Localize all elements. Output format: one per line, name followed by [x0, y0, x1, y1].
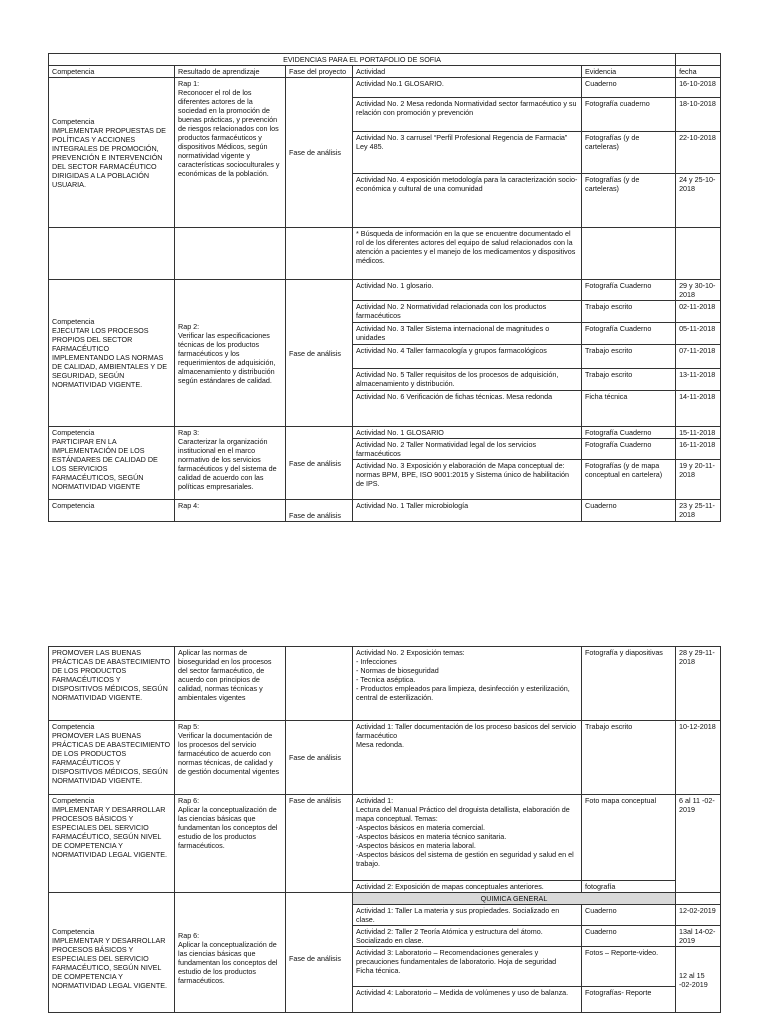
- fecha-cell: 05-11-2018: [676, 323, 721, 345]
- fase-cell: Fase de análisis: [286, 905, 353, 1013]
- actividad-cell: Actividad No.1 GLOSARIO.: [353, 78, 582, 98]
- rap-cell: Rap 3: Caracterizar la organización institucional en el marco normativo de los servicios farmacéuticos y del sistema de calidad de acuerdo con las políticas empresariales.: [175, 427, 286, 500]
- evidencia-cell: Fotografía Cuaderno: [582, 280, 676, 301]
- evidencia-cell: fotografía: [582, 881, 676, 893]
- fecha-cell: 10-12-2018: [676, 721, 721, 795]
- fecha-cell: 15-11-2018: [676, 427, 721, 439]
- evidencia-cell: Trabajo escrito: [582, 721, 676, 795]
- fecha-cell: 29 y 30-10-2018: [676, 280, 721, 301]
- fecha-cell: 16-11-2018: [676, 439, 721, 460]
- competencia-cell: Competencia EJECUTAR LOS PROCESOS PROPIOS DEL SECTOR FARMACÉUTICO IMPLEMENTANDO LAS NORMAS DE CALIDAD, AMBIENTALES Y DE SEGURIDAD, SEGÚN NORMATIVIDAD VIGENTE.: [49, 280, 175, 427]
- table-row: [49, 647, 721, 721]
- evidencia-cell: Cuaderno: [582, 500, 676, 522]
- fase-cell: [286, 647, 353, 721]
- header-fecha: fecha: [676, 66, 721, 78]
- fecha-cell: 13-11-2018: [676, 369, 721, 391]
- competencia-cell: Competencia IMPLEMENTAR PROPUESTAS DE POLÍTICAS Y ACCIONES INTEGRALES DE PROMOCIÓN, PREVENCIÓN E INTERVENCIÓN DEL SECTOR FARMACÉUTICO DIRIGIDAS A LA POBLACIÓN USUARIA.: [49, 78, 175, 228]
- header-fase: Fase del proyecto: [286, 66, 353, 78]
- header-resultado: Resultado de aprendizaje: [175, 66, 286, 78]
- actividad-cell: Actividad No. 2 Normatividad relacionada con los productos farmacéuticos: [353, 301, 582, 323]
- rap-cell: Rap 6: Aplicar la conceptualización de las ciencias básicas que fundamentan los conceptos del estudio de los productos farmacéuticos.: [175, 905, 286, 1013]
- rap-cell: Rap 2: Verificar las especificaciones técnicas de los productos farmacéuticos y los requerimientos de adquisición, almacenamiento y distribución según estándares de calidad.: [175, 280, 286, 427]
- header-row: [49, 66, 721, 78]
- evidencia-cell: Trabajo escrito: [582, 369, 676, 391]
- section-heading-row: [49, 893, 721, 905]
- table-row: [49, 500, 721, 522]
- competencia-cell: Competencia PROMOVER LAS BUENAS PRÁCTICAS DE ABASTECIMIENTO DE LOS PRODUCTOS FARMACÉUTICOS Y DISPOSITIVOS MÉDICOS, SEGÚN NORMATIVIDAD VIGENTE.: [49, 721, 175, 795]
- competencia-cell: PROMOVER LAS BUENAS PRÁCTICAS DE ABASTECIMIENTO DE LOS PRODUCTOS FARMACÉUTICOS Y DISPOSITIVOS MÉDICOS, SEGÚN NORMATIVIDAD VIGENTE.: [49, 647, 175, 721]
- evidencia-cell: Fotografías- Reporte: [582, 987, 676, 1013]
- actividad-cell: Actividad No. 3 Taller Sistema internacional de magnitudes o unidades: [353, 323, 582, 345]
- actividad-cell: Actividad No. 3 Exposición y elaboración de Mapa conceptual de: normas BPM, BPE, ISO 9001:2015 y Sistema único de habilitación de IPS.: [353, 460, 582, 500]
- fecha-cell: 12 al 15 -02-2019: [676, 947, 721, 1013]
- actividad-cell: Actividad No. 4 exposición metodología para la caracterización socio-económica y cultural de una comunidad: [353, 174, 582, 228]
- actividad-cell: Actividad No. 4 Taller farmacología y grupos farmacológicos: [353, 345, 582, 369]
- fecha-cell: 6 al 11 -02-2019: [676, 795, 721, 893]
- table-row: [49, 795, 721, 881]
- fecha-cell: 16-10-2018: [676, 78, 721, 98]
- evidencia-cell: Fotografía Cuaderno: [582, 427, 676, 439]
- header-actividad: Actividad: [353, 66, 582, 78]
- competencia-cell: Competencia: [49, 500, 175, 522]
- actividad-cell: Actividad 2: Taller 2 Teoría Atómica y estructura del átomo. Socializado en clase.: [353, 926, 582, 947]
- evidencia-cell: Foto mapa conceptual: [582, 795, 676, 881]
- fecha-cell: 12-02-2019: [676, 905, 721, 926]
- evidencia-cell: Ficha técnica: [582, 391, 676, 427]
- evidencia-cell: Fotografías (y de carteleras): [582, 132, 676, 174]
- actividad-cell: Actividad No. 5 Taller requisitos de los procesos de adquisición, almacenamiento y distribución.: [353, 369, 582, 391]
- table-row: [49, 905, 721, 926]
- rap-cell: Rap 4:: [175, 500, 286, 522]
- fase-cell: Fase de análisis: [286, 427, 353, 500]
- evidencia-cell: Cuaderno: [582, 905, 676, 926]
- evidencia-cell: Fotografía Cuaderno: [582, 323, 676, 345]
- fecha-cell: 23 y 25-11-2018: [676, 500, 721, 522]
- actividad-cell: Actividad 1: Taller documentación de los proceso basicos del servicio farmacéutico Mesa redonda.: [353, 721, 582, 795]
- fecha-cell: 28 y 29-11-2018: [676, 647, 721, 721]
- competencia-cell: Competencia PARTICIPAR EN LA IMPLEMENTACIÓN DE LOS ESTÁNDARES DE CALIDAD DE LOS SERVICIOS FARMACÉUTICOS, SEGÚN NORMATIVIDAD VIGENTE: [49, 427, 175, 500]
- evidencia-cell: Cuaderno: [582, 78, 676, 98]
- evidencia-cell: Fotografías (y de mapa conceptual en cartelera): [582, 460, 676, 500]
- rap-cell: Aplicar las normas de bioseguridad en los procesos del sector farmacéutico, de acuerdo con principios de calidad, normas técnicas y ambientales vigentes: [175, 647, 286, 721]
- header-competencia: Competencia: [49, 66, 175, 78]
- actividad-cell: Actividad No. 6 Verificación de fichas técnicas. Mesa redonda: [353, 391, 582, 427]
- actividad-cell: Actividad No. 1 Taller microbiología: [353, 500, 582, 522]
- rap-cell: Rap 1: Reconocer el rol de los diferentes actores de la sociedad en la promoción de buenas prácticas, y prevención de riesgos relacionados con los productos farmacéuticos y dispositivos Médicos, según normatividad vigente y características socioculturales y económicas de la población.: [175, 78, 286, 228]
- fecha-cell: 13al 14-02-2019: [676, 926, 721, 947]
- evidence-table-page2: [48, 646, 721, 1013]
- fecha-cell: 14-11-2018: [676, 391, 721, 427]
- actividad-cell: Actividad No. 2 Mesa redonda Normatividad sector farmacéutico y su relación con promoción y prevención: [353, 98, 582, 132]
- rap-cell: Rap 6: Aplicar la conceptualización de las ciencias básicas que fundamentan los conceptos del estudio de los productos farmacéuticos.: [175, 795, 286, 893]
- actividad-cell: Actividad 1: Taller La materia y sus propiedades. Socializado en clase.: [353, 905, 582, 926]
- table-row: [49, 228, 721, 280]
- fecha-cell: 22-10-2018: [676, 132, 721, 174]
- fecha-cell: 18-10-2018: [676, 98, 721, 132]
- note-cell: * Búsqueda de información en la que se encuentre documentado el rol de los diferentes actores del equipo de salud relacionados con la atención a pacientes y el manejo de los medicamentos y dispositivos médicos.: [353, 228, 582, 280]
- fase-cell: Fase de análisis: [286, 280, 353, 427]
- fase-cell: Fase de análisis: [286, 500, 353, 522]
- rap-cell: Rap 5: Verificar la documentación de los procesos del servicio farmacéutico de acuerdo con normas técnicas, de calidad y de gestión documental vigentes: [175, 721, 286, 795]
- actividad-cell: Actividad 2: Exposición de mapas conceptuales anteriores.: [353, 881, 582, 893]
- table-row: [49, 721, 721, 795]
- section-heading-quimica: QUIMICA GENERAL: [353, 893, 676, 905]
- evidencia-cell: Fotografía Cuaderno: [582, 439, 676, 460]
- fecha-cell: 19 y 20-11-2018: [676, 460, 721, 500]
- actividad-cell: Actividad 4: Laboratorio – Medida de volúmenes y uso de balanza.: [353, 987, 582, 1013]
- evidencia-cell: Fotografía cuaderno: [582, 98, 676, 132]
- fase-cell: Fase de análisis: [286, 795, 353, 893]
- evidence-table-page1: [48, 53, 721, 522]
- actividad-cell: Actividad No. 2 Exposición temas: - Infecciones - Normas de bioseguridad - Tecnica aséptica. - Productos empleados para limpieza, desinfección y esterilización, central de esterilización.: [353, 647, 582, 721]
- actividad-cell: Actividad 1: Lectura del Manual Práctico del droguista detallista, elaboración de mapa conceptual. Temas: -Aspectos básicos en materia comercial. -Aspectos básicos en materia técnico sanitaria. -Aspectos básicos en materia laboral. -Aspectos básicos del sistema de gestión en seguridad y salud en el trabajo.: [353, 795, 582, 881]
- evidencia-cell: Trabajo escrito: [582, 345, 676, 369]
- fecha-cell: 07-11-2018: [676, 345, 721, 369]
- fecha-cell: 02-11-2018: [676, 301, 721, 323]
- competencia-cell: Competencia IMPLEMENTAR Y DESARROLLAR PROCESOS BÁSICOS Y ESPECIALES DEL SERVICIO FARMACÉUTICO, SEGÚN NIVEL DE COMPETENCIA Y NORMATIVIDAD LEGAL VIGENTE.: [49, 795, 175, 893]
- actividad-cell: Actividad No. 2 Taller Normatividad legal de los servicios farmacéuticos: [353, 439, 582, 460]
- table-row: [49, 427, 721, 439]
- table-row: [49, 280, 721, 301]
- fase-cell: Fase de análisis: [286, 78, 353, 228]
- evidencia-cell: Cuaderno: [582, 926, 676, 947]
- actividad-cell: Actividad 3: Laboratorio – Recomendaciones generales y precauciones fundamentales de laboratorio. Hoja de seguridad Ficha técnica.: [353, 947, 582, 987]
- evidencia-cell: Trabajo escrito: [582, 301, 676, 323]
- table-title: EVIDENCIAS PARA EL PORTAFOLIO DE SOFIA: [49, 54, 676, 66]
- competencia-cell: Competencia IMPLEMENTAR Y DESARROLLAR PROCESOS BÁSICOS Y ESPECIALES DEL SERVICIO FARMACÉUTICO, SEGÚN NIVEL DE COMPETENCIA Y NORMATIVIDAD LEGAL VIGENTE.: [49, 905, 175, 1013]
- table-row: [49, 78, 721, 98]
- fase-cell: Fase de análisis: [286, 721, 353, 795]
- fecha-cell: 24 y 25-10-2018: [676, 174, 721, 228]
- actividad-cell: Actividad No. 3 carrusel “Perfil Profesional Regencia de Farmacia” Ley 485.: [353, 132, 582, 174]
- actividad-cell: Actividad No. 1 GLOSARIO: [353, 427, 582, 439]
- actividad-cell: Actividad No. 1 glosario.: [353, 280, 582, 301]
- evidencia-cell: Fotografía y diapositivas: [582, 647, 676, 721]
- evidencia-cell: Fotos – Reporte-video.: [582, 947, 676, 987]
- header-evidencia: Evidencia: [582, 66, 676, 78]
- evidencia-cell: Fotografías (y de carteleras): [582, 174, 676, 228]
